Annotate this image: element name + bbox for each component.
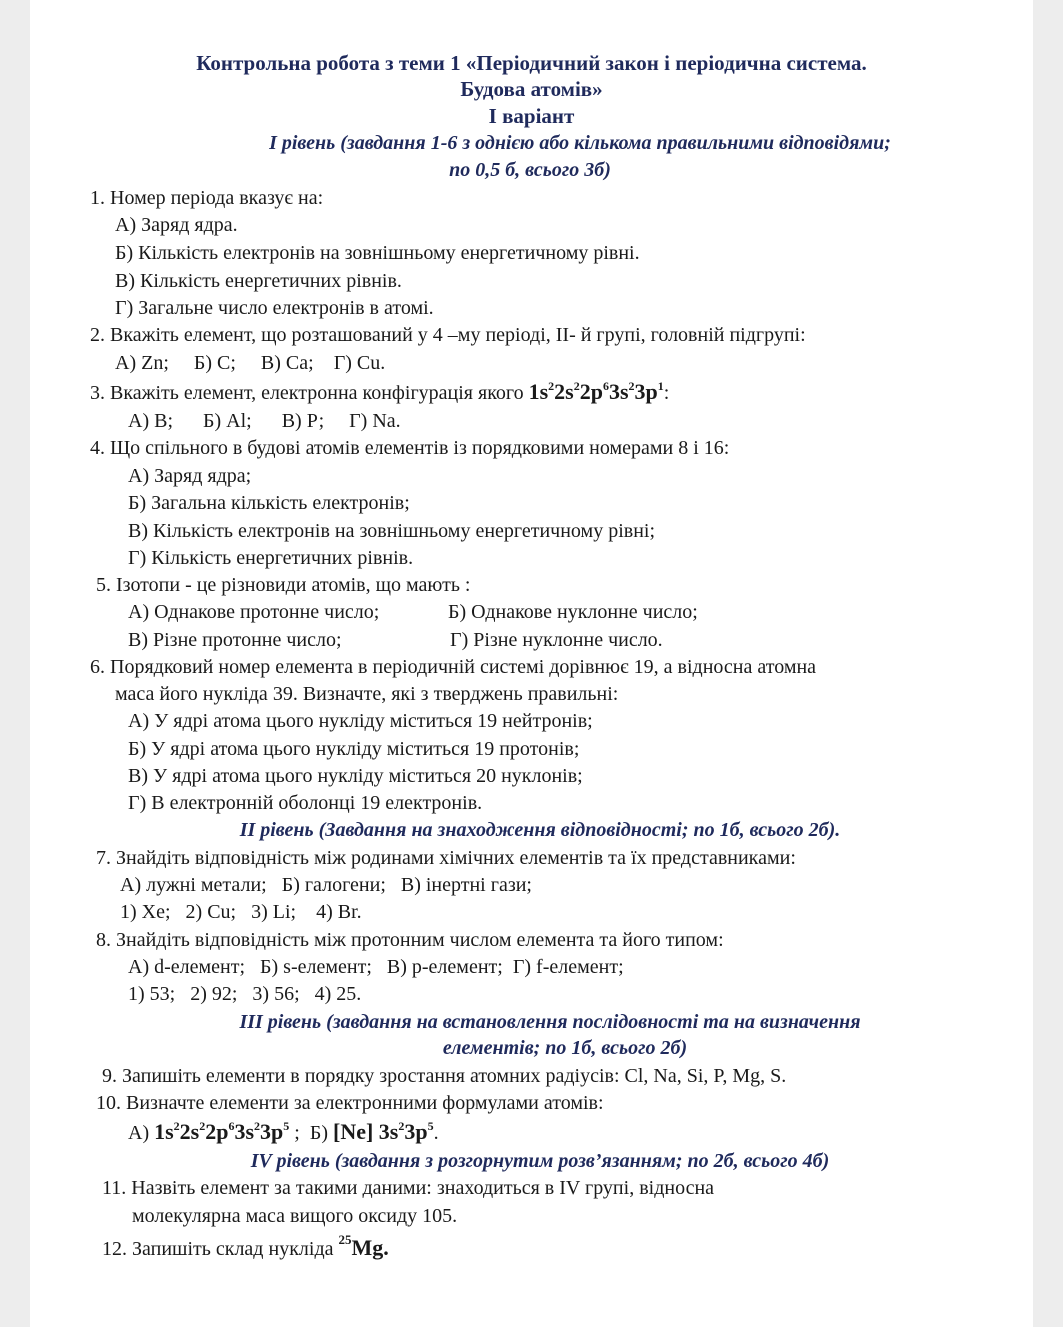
- question-6: 6. Порядковий номер елемента в періодичній системі дорівнює 19, а відносна атомна: [90, 656, 817, 678]
- question-5: 5. Ізотопи - це різновиди атомів, що мають :: [96, 574, 471, 596]
- question-1-option-b: Б) Кількість електронів на зовнішньому енергетичному рівні.: [115, 242, 640, 264]
- question-2-options: А) Zn; Б) С; В) Са; Г) Cu.: [115, 352, 386, 374]
- question-10-formulas: А) $1s^22s^22p^63s^23p^5$ ; Б) [Ne] $3s^23p^5$.: [128, 1119, 439, 1144]
- question-11-line2: молекулярна маса вищого оксиду 105.: [132, 1205, 458, 1227]
- question-8: 8. Знайдіть відповідність між протонним числом елемента та його типом:: [96, 929, 724, 951]
- question-4: 4. Що спільного в будові атомів елементів із порядковими номерами 8 і 16:: [90, 437, 730, 459]
- question-7-row-2: 1) Xe; 2) Cu; 3) Li; 4) Br.: [120, 901, 362, 923]
- formula-a: $1s^22s^22p^63s^23p^5$: [154, 1119, 290, 1144]
- question-4-option-c: В) Кількість електронів на зовнішньому енергетичному рівні;: [128, 520, 656, 542]
- level-4-heading: ІV рівень (завдання з розгорнутим розв’язанням; по 2б, всього 4б): [250, 1150, 830, 1172]
- question-12: 12. Запишіть склад нукліда $^{25}$Mg.: [102, 1232, 389, 1260]
- question-5-option-a: А) Однакове протонне число;: [128, 601, 380, 623]
- variant-label: І варіант: [488, 104, 575, 128]
- level-2-heading: ІІ рівень (Завдання на знаходження відповідності; по 1б, всього 2б).: [239, 819, 841, 841]
- question-6-option-a: А) У ядрі атома цього нукліду міститься 19 нейтронів;: [128, 710, 593, 732]
- question-5-option-c: В) Різне протонне число;: [128, 629, 342, 651]
- level-1-heading-line2: по 0,5 б, всього 3б): [449, 159, 611, 181]
- question-1: 1. Номер періода вказує на:: [90, 187, 324, 209]
- question-8-row-1: А) d-елемент; Б) s-елемент; В) р-елемент; Г) f-елемент;: [128, 956, 624, 978]
- question-10: 10. Визначте елементи за електронними формулами атомів:: [96, 1092, 604, 1114]
- electron-configuration: $1s^22s^22p^63s^23p^1$: [528, 379, 664, 404]
- level-1-heading: І рівень (завдання 1-6 з однією або кількома правильними відповідями;: [269, 132, 891, 154]
- document-title-line2: Будова атомів»: [460, 77, 603, 101]
- question-2: 2. Вкажіть елемент, що розташований у 4 –му періоді, ІІ- й групі, головній підгрупі:: [90, 324, 806, 346]
- level-3-heading: ІІІ рівень (завдання на встановлення послідовності та на визначення: [239, 1011, 861, 1033]
- question-6-line2: маса його нукліда 39. Визначте, які з тверджень правильні:: [115, 683, 619, 705]
- question-1-option-d: Г) Загальне число електронів в атомі.: [115, 297, 434, 319]
- question-7: 7. Знайдіть відповідність між родинами хімічних елементів та їх представниками:: [96, 847, 796, 869]
- question-6-option-c: В) У ядрі атома цього нукліду міститься 20 нуклонів;: [128, 765, 583, 787]
- question-9: 9. Запишіть елементи в порядку зростання атомних радіусів: Cl, Na, Si, P, Mg, S.: [102, 1065, 787, 1087]
- question-4-option-a: А) Заряд ядра;: [128, 465, 252, 487]
- level-3-heading-line2: елементів; по 1б, всього 2б): [442, 1037, 688, 1059]
- formula-b: [Ne] $3s^23p^5$: [333, 1119, 434, 1144]
- question-6-option-d: Г) В електронній оболонці 19 електронів.: [128, 792, 483, 814]
- question-7-row-1: А) лужні метали; Б) галогени; В) інертні гази;: [120, 874, 532, 896]
- question-3-text: 3. Вкажіть елемент, електронна конфігурація якого: [90, 382, 524, 404]
- question-8-row-2: 1) 53; 2) 92; 3) 56; 4) 25.: [128, 983, 362, 1005]
- question-1-option-c: В) Кількість енергетичних рівнів.: [115, 270, 402, 292]
- question-4-option-b: Б) Загальна кількість електронів;: [128, 492, 410, 514]
- document-title: Контрольна робота з теми 1 «Періодичний закон і періодична система.: [196, 51, 867, 75]
- question-11: 11. Назвіть елемент за такими даними: знаходиться в ІV групі, відносна: [102, 1177, 715, 1199]
- question-5-option-b: Б) Однакове нуклонне число;: [448, 601, 698, 623]
- question-5-option-d: Г) Різне нуклонне число.: [450, 629, 663, 651]
- nuclide-symbol: $^{25}$Mg.: [338, 1232, 389, 1260]
- question-1-option-a: А) Заряд ядра.: [115, 214, 238, 236]
- question-4-option-d: Г) Кількість енергетичних рівнів.: [128, 547, 414, 569]
- question-6-option-b: Б) У ядрі атома цього нукліду міститься 19 протонів;: [128, 738, 580, 760]
- question-3-options: А) В; Б) Al; В) Р; Г) Na.: [128, 410, 401, 432]
- question-3: 3. Вкажіть елемент, електронна конфігурація якого $1s^22s^22p^63s^23p^1$:: [90, 379, 670, 404]
